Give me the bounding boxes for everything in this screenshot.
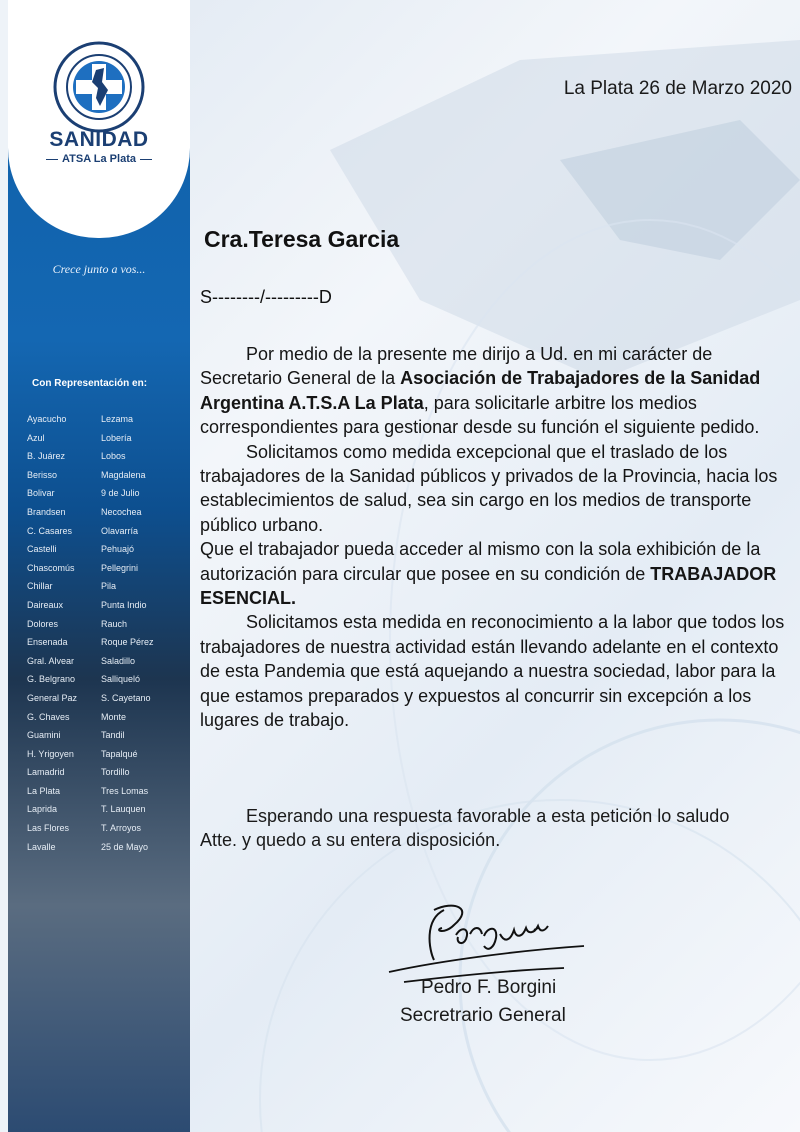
representation-row	[27, 507, 154, 526]
location-right: Roque Pérez	[101, 637, 154, 648]
representation-row	[27, 619, 154, 638]
location-right: 9 de Julio	[101, 488, 140, 499]
location-left: Berisso	[27, 469, 58, 480]
paragraph-3	[200, 537, 796, 610]
representation-row	[27, 414, 154, 433]
location-left: Chascomús	[27, 562, 75, 573]
letterhead-sidebar	[8, 0, 190, 1132]
location-right: Tandil	[101, 730, 125, 741]
location-left: General Paz	[27, 692, 78, 703]
representation-title: Con Representación en:	[32, 378, 148, 389]
location-right: Monte	[101, 711, 127, 722]
representation-row	[27, 786, 154, 805]
representation-list	[27, 414, 154, 860]
location-right: Punta Indio	[101, 599, 147, 610]
p3-essential-worker: TRABAJADOR ESENCIAL.	[200, 563, 777, 609]
paragraph-4: Solicitamos esta medida en reconocimiento a la labor que todos los trabajadores de nuestra actividad están llevando adelante en el contexto de esta Pandemia que está aquejando a nuestra sociedad, labor para la que estamos preparados y expuestos al concurrir sin excepción a los lugares de trabajo.	[200, 612, 785, 731]
letter-closing	[200, 804, 796, 853]
p1-org-name: Asociación de Trabajadores de la Sanidad Argentina A.T.S.A La Plata	[200, 368, 761, 413]
paragraph-1	[200, 342, 796, 440]
location-left: Chillar	[27, 581, 53, 592]
left-margin-strip	[0, 0, 8, 1132]
p1-text-a: Por medio de la presente me dirijo a Ud. en mi carácter de Secretario General de la	[200, 344, 713, 389]
brand-name: SANIDAD	[49, 128, 149, 151]
location-left: H. Yrigoyen	[27, 748, 74, 759]
representation-row	[27, 767, 154, 786]
location-left: C. Casares	[27, 525, 73, 536]
location-right: Lobos	[101, 451, 126, 462]
closing-line-2: Atte. y quedo a su entera disposición.	[200, 830, 501, 851]
representation-row	[27, 656, 154, 675]
location-left: Gral. Alvear	[27, 655, 75, 666]
location-right: Necochea	[101, 506, 142, 517]
location-left: Lavalle	[27, 841, 56, 852]
location-right: Pila	[101, 581, 117, 592]
location-right: Tordillo	[101, 767, 130, 778]
location-left: B. Juárez	[27, 451, 66, 462]
representation-row	[27, 563, 154, 582]
location-left: Azul	[27, 432, 45, 443]
location-right: 25 de Mayo	[101, 841, 149, 852]
signer-title: Secretrario General	[400, 1005, 566, 1026]
representation-row	[27, 581, 154, 600]
letter-date: La Plata 26 de Marzo 2020	[563, 78, 792, 99]
representation-row	[27, 526, 154, 545]
location-left: Brandsen	[27, 506, 66, 517]
salutation-line: S--------/---------D	[200, 287, 332, 307]
representation-row	[27, 600, 154, 619]
location-right: Lezama	[101, 414, 134, 424]
location-left: Castelli	[27, 544, 57, 555]
location-right: Lobería	[101, 432, 132, 443]
paragraph-2: Solicitamos como medida excepcional que el traslado de los trabajadores de la Sanidad públicos y privados de la Provincia, hacia los establecimientos de salud, sea sin cargo en los medios de transporte público urbano.	[200, 441, 778, 535]
location-left: Laprida	[27, 804, 58, 815]
location-left: La Plata	[27, 785, 61, 796]
location-left: Las Flores	[27, 823, 70, 834]
recipient-name: Cra.Teresa Garcia	[204, 226, 400, 252]
location-left: Ensenada	[27, 637, 68, 648]
handwritten-signature	[384, 890, 594, 990]
representation-row	[27, 544, 154, 563]
location-left: Ayacucho	[27, 414, 67, 424]
logo-panel	[8, 0, 190, 238]
closing-line-1: Esperando una respuesta favorable a esta petición lo saludo	[246, 806, 730, 826]
location-right: S. Cayetano	[101, 692, 151, 703]
location-right: Rauch	[101, 618, 128, 629]
location-left: G. Chaves	[27, 711, 70, 722]
representation-row	[27, 842, 154, 861]
location-right: T. Lauquen	[101, 804, 146, 815]
representation-row	[27, 488, 154, 507]
representation-row	[27, 693, 154, 712]
representation-row	[27, 823, 154, 842]
representation-row	[27, 470, 154, 489]
location-right: Olavarría	[101, 525, 139, 536]
location-left: Daireaux	[27, 599, 64, 610]
location-left: Guamini	[27, 730, 61, 741]
representation-row	[27, 433, 154, 452]
representation-row	[27, 637, 154, 656]
brand-subtitle: ATSA La Plata	[8, 153, 190, 165]
representation-row	[27, 674, 154, 693]
representation-row	[27, 749, 154, 768]
location-left: Lamadrid	[27, 767, 65, 778]
p3-text: Que el trabajador pueda acceder al mismo con la sola exhibición de la autorización para circular que posee en su condición de	[200, 539, 761, 584]
location-right: Saladillo	[101, 655, 136, 666]
location-right: Tres Lomas	[101, 785, 149, 796]
location-right: Pehuajó	[101, 544, 135, 555]
location-right: Salliqueló	[101, 674, 141, 685]
representation-row	[27, 804, 154, 823]
location-left: G. Belgrano	[27, 674, 76, 685]
location-right: Magdalena	[101, 469, 146, 480]
location-right: T. Arroyos	[101, 823, 142, 834]
representation-row	[27, 451, 154, 470]
letter-body	[200, 342, 796, 733]
location-right: Tapalqué	[101, 748, 138, 759]
location-right: Pellegrini	[101, 562, 139, 573]
signer-name: Pedro F. Borgini	[421, 977, 557, 998]
location-left: Bolivar	[27, 488, 55, 499]
atsa-logo-seal	[52, 40, 146, 134]
representation-row	[27, 712, 154, 731]
p1-text-b: , para solicitarle arbitre los medios correspondientes para gestionar desde su función el siguiente pedido.	[200, 392, 760, 438]
tagline: Crece junto a vos...	[52, 262, 146, 276]
representation-row	[27, 730, 154, 749]
location-left: Dolores	[27, 618, 59, 629]
